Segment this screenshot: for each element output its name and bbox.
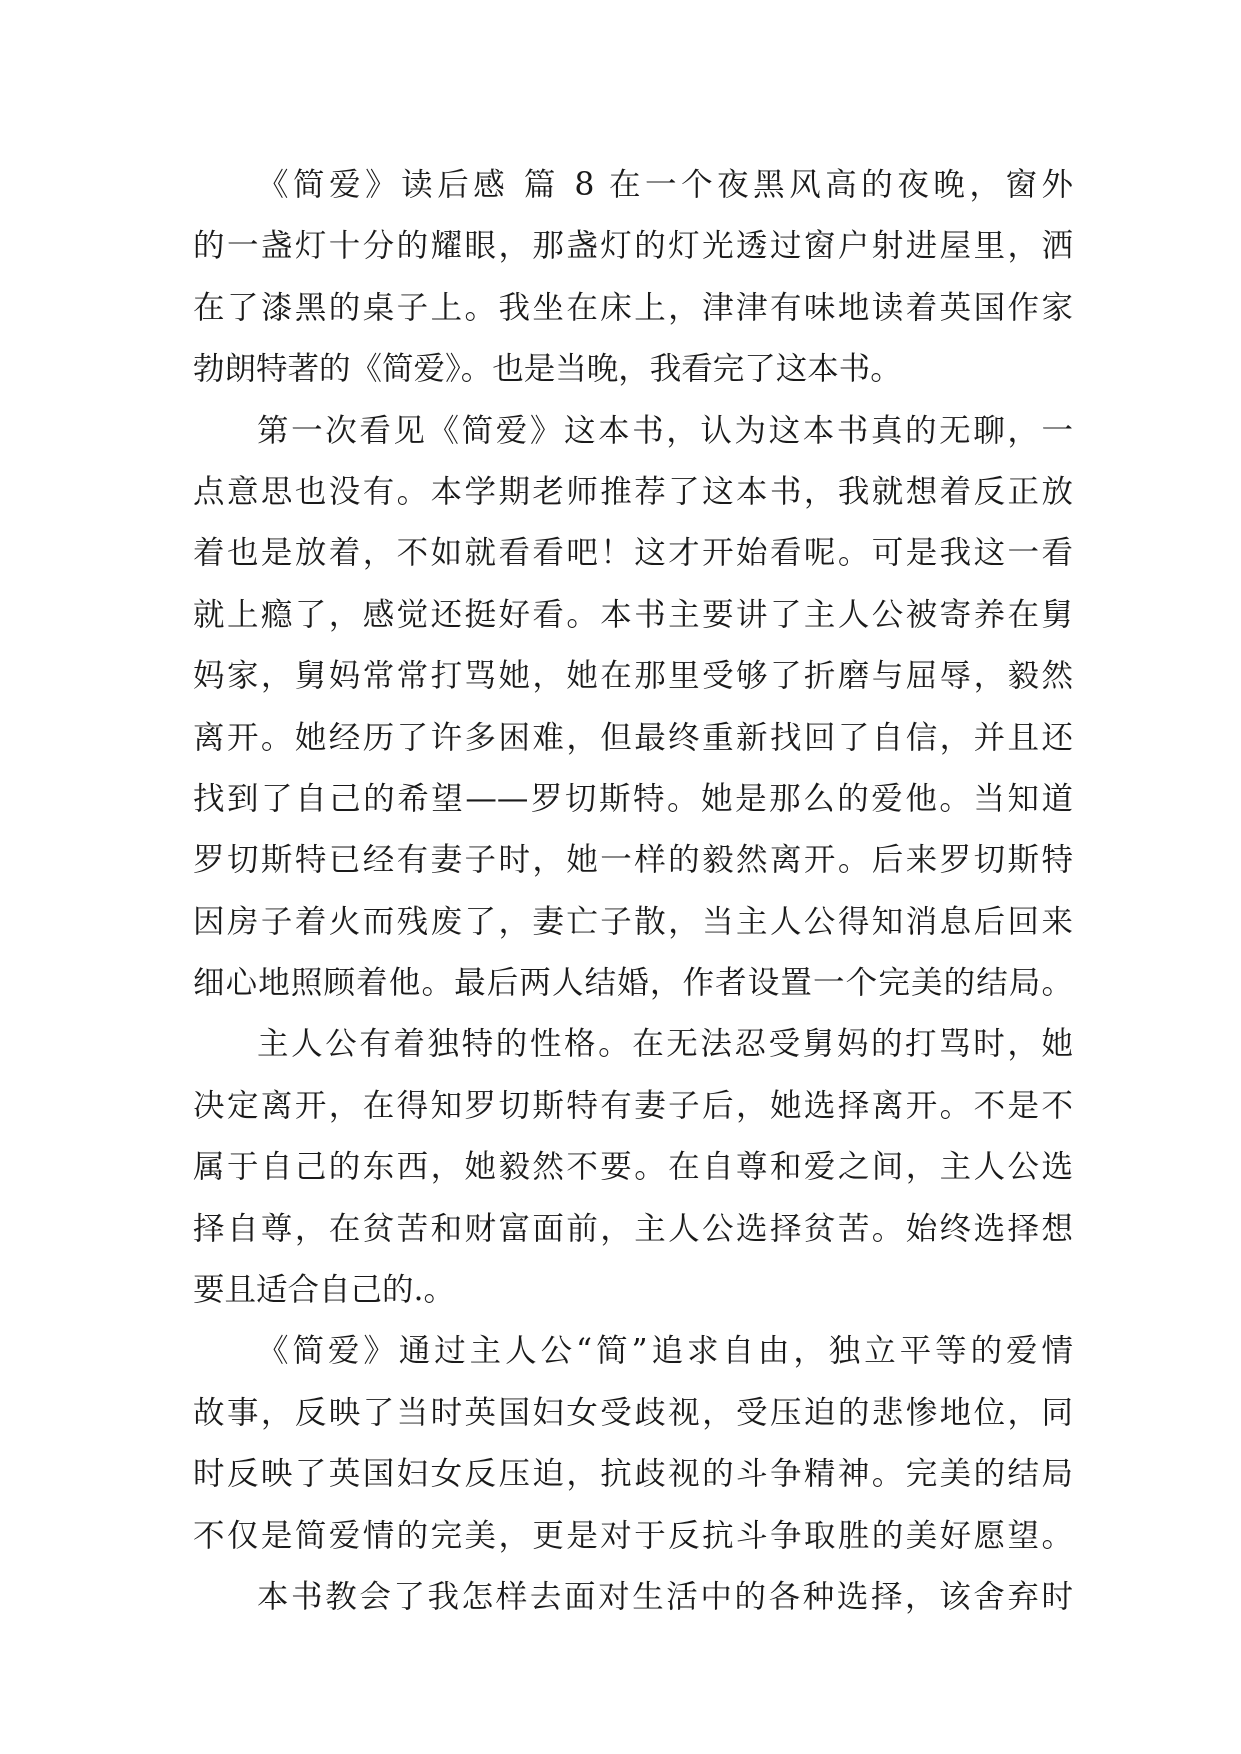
essay-line: 《简爱》读后感 篇 8 在一个夜黑风高的夜晚，窗外	[257, 167, 1073, 203]
essay-line: 因房子着火而残废了，妻亡子散，当主人公得知消息后回来	[193, 903, 1073, 940]
essay-line: 妈家，舅妈常常打骂她，她在那里受够了折磨与屈辱，毅然	[193, 658, 1073, 695]
essay-line: 在了漆黑的桌子上。我坐在床上，津津有味地读着英国作家	[193, 289, 1073, 326]
essay-line: 点意思也没有。本学期老师推荐了这本书，我就想着反正放	[193, 473, 1073, 510]
essay-line: 《简爱》通过主人公“简”追求自由，独立平等的爱情	[257, 1333, 1073, 1370]
essay-line: 离开。她经历了许多困难，但最终重新找回了自信，并且还	[193, 719, 1073, 756]
essay-line: 着也是放着，不如就看看吧！这才开始看呢。可是我这一看	[193, 535, 1073, 572]
essay-line: 不仅是简爱情的完美，更是对于反抗斗争取胜的美好愿望。	[193, 1517, 1073, 1554]
essay-line: 罗切斯特已经有妻子时，她一样的毅然离开。后来罗切斯特	[193, 842, 1073, 879]
essay-line: 勃朗特著的《简爱》。也是当晚，我看完了这本书。	[193, 351, 902, 388]
essay-line: 时反映了英国妇女反压迫，抗歧视的斗争精神。完美的结局	[193, 1456, 1073, 1493]
essay-line: 主人公有着独特的性格。在无法忍受舅妈的打骂时，她	[257, 1026, 1073, 1063]
essay-body	[193, 155, 1073, 1628]
essay-line: 找到了自己的希望——罗切斯特。她是那么的爱他。当知道	[193, 780, 1073, 817]
essay-line: 第一次看见《简爱》这本书，认为这本书真的无聊，一	[257, 412, 1073, 449]
essay-line: 故事，反映了当时英国妇女受歧视，受压迫的悲惨地位，同	[193, 1394, 1073, 1431]
essay-line: 要且适合自己的.。	[193, 1272, 456, 1309]
essay-line: 择自尊，在贫苦和财富面前，主人公选择贫苦。始终选择想	[193, 1210, 1073, 1247]
essay-line: 的一盏灯十分的耀眼，那盏灯的灯光透过窗户射进屋里，洒	[193, 228, 1073, 265]
essay-line: 本书教会了我怎样去面对生活中的各种选择，该舍弃时	[257, 1578, 1073, 1615]
essay-line: 就上瘾了，感觉还挺好看。本书主要讲了主人公被寄养在舅	[193, 596, 1073, 633]
essay-line: 决定离开，在得知罗切斯特有妻子后，她选择离开。不是不	[193, 1087, 1073, 1124]
essay-line: 属于自己的东西，她毅然不要。在自尊和爱之间，主人公选	[193, 1149, 1073, 1186]
essay-line: 细心地照顾着他。最后两人结婚，作者设置一个完美的结局。	[193, 965, 1073, 1002]
